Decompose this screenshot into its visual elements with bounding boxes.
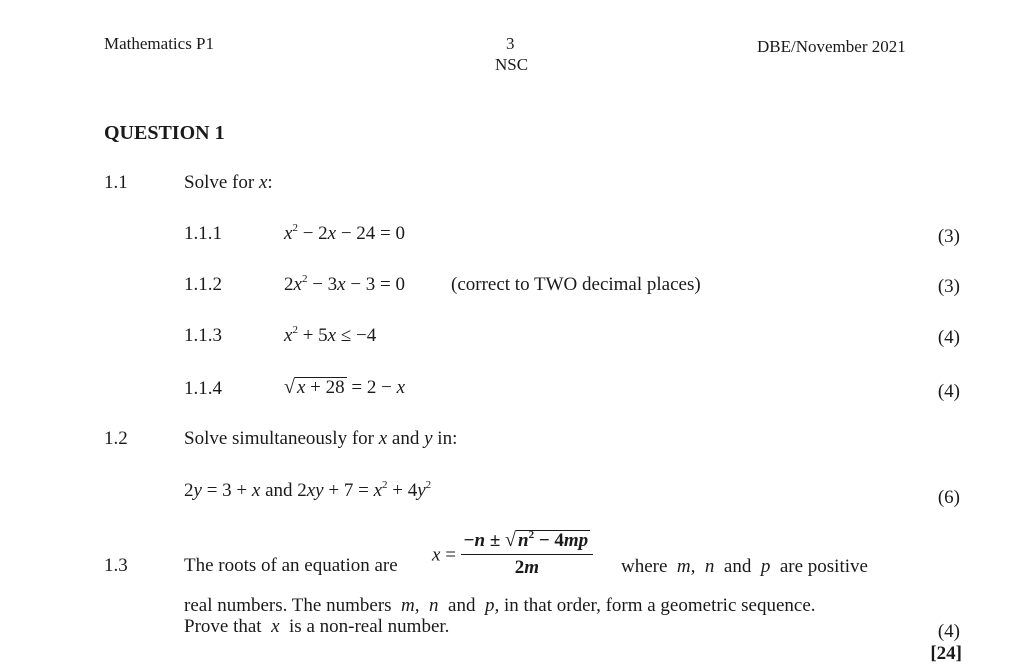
q1-3-marks: (4) [937,621,960,642]
q1-1-2-equation: $2x^2 - 3x - 3 = 0$ [284,273,406,295]
q1-2-marks: (6) [937,487,960,508]
q1-2-number: 1.2 [104,428,128,449]
q1-1-4-number: 1.1.4 [184,378,222,399]
q1-1-3-inequality: $x^2 + 5x \le -4$ [284,324,377,346]
q1-1-2-number: 1.1.2 [184,274,222,295]
q1-3-number: 1.3 [104,555,128,576]
q1-1-4-marks: (4) [937,381,960,402]
q1-2-instruction: Solve simultaneously for x and y in: [184,428,458,449]
q1-3-lead-text: The roots of an equation are [184,555,398,576]
header-page-number: 3 [506,34,515,53]
q1-1-2-marks: (3) [937,276,960,297]
q1-2-equations: 2y = 3 + x and $2xy + 7 = x^2 + 4y^2$ [184,479,432,501]
q1-1-1-marks: (3) [937,226,960,247]
q1-1-4-equation: √ x + 28 = 2 − x [284,376,406,398]
q1-1-1-equation: $x^2 - 2x - 24 = 0$ [284,222,406,244]
q1-1-2-note: (correct to TWO decimal places) [451,274,701,295]
header-subject: Mathematics P1 [104,34,215,53]
question-total-marks: [24] [930,643,962,664]
header-exam-date: DBE/November 2021 [757,37,906,56]
q1-1-3-number: 1.1.3 [184,325,222,346]
q1-3-line3: Prove that x is a non-real number. [184,616,450,637]
q1-1-1-number: 1.1.1 [184,223,222,244]
q1-3-root-formula: x = $\frac{-n \pm √ n^2 - 4mp}{2m}$ [432,531,593,581]
q1-1-number: 1.1 [104,172,128,193]
q1-1-3-marks: (4) [937,327,960,348]
question-title: QUESTION 1 [104,122,225,144]
q1-1-instruction: Solve for x: [184,172,273,193]
q1-3-line2: real numbers. The numbers m, n and p, in that order, form a geometric sequence. [184,595,816,616]
header-nsc: NSC [495,55,529,74]
q1-3-where-text: where m, n and p are positive [621,556,868,577]
